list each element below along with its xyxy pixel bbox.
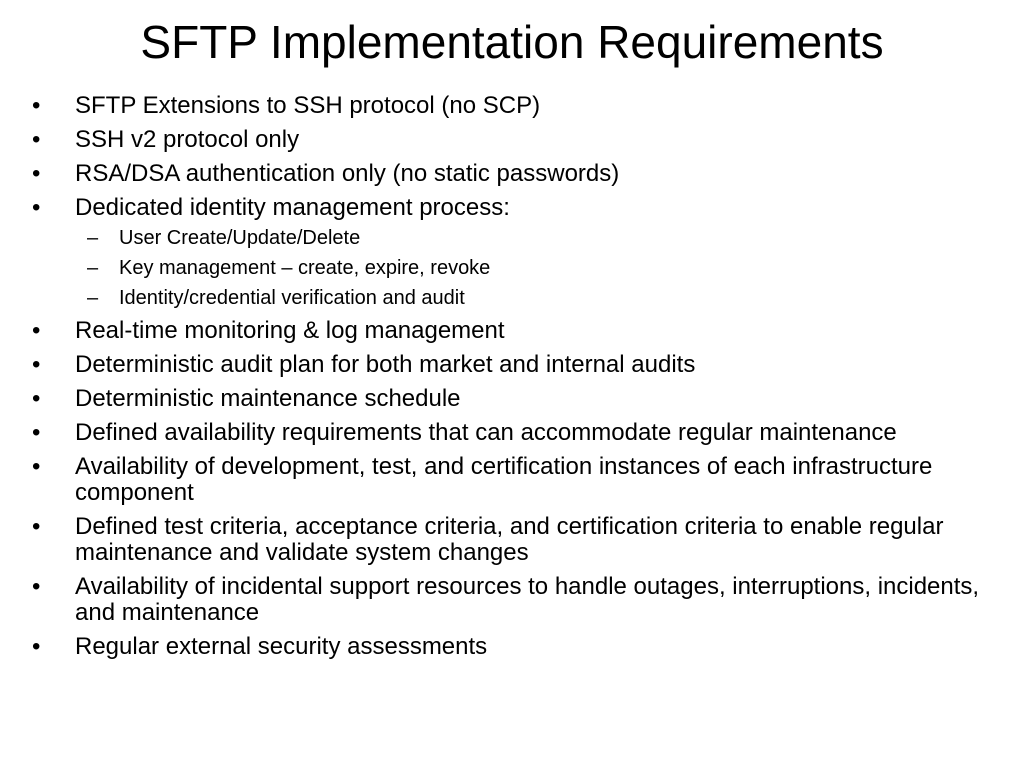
dash-marker: –	[87, 227, 99, 249]
bullet-item	[28, 195, 988, 310]
dash-marker: –	[87, 287, 99, 309]
bullet-text: Deterministic audit plan for both market and internal audits	[75, 351, 696, 378]
dash-marker: –	[87, 257, 99, 279]
bullet-text: Real-time monitoring & log management	[75, 317, 505, 344]
bullet-item	[28, 574, 988, 626]
sub-bullet-text: User Create/Update/Delete	[119, 227, 361, 249]
bullet-text: RSA/DSA authentication only (no static passwords)	[75, 160, 620, 187]
bullet-marker: •	[32, 513, 41, 540]
slide-title: SFTP Implementation Requirements	[140, 16, 884, 68]
bullet-item	[28, 93, 988, 119]
bullet-text: Defined test criteria, acceptance criteria, and certification criteria to enable regular maintenance and validate system changes	[75, 513, 944, 566]
bullet-item	[28, 420, 988, 446]
bullet-text: SSH v2 protocol only	[75, 126, 300, 153]
sub-bullet-text: Identity/credential verification and audit	[119, 287, 465, 309]
bullet-text: Availability of development, test, and certification instances of each infrastructure component	[75, 453, 933, 506]
bullet-marker: •	[32, 160, 41, 187]
bullet-text: Deterministic maintenance schedule	[75, 385, 461, 412]
bullet-marker: •	[32, 92, 41, 119]
bullet-item	[28, 386, 988, 412]
bullet-list	[28, 93, 988, 668]
bullet-item	[28, 634, 988, 660]
bullet-text: Regular external security assessments	[75, 633, 488, 660]
bullet-text: Availability of incidental support resources to handle outages, interruptions, incidents, and maintenance	[75, 573, 980, 626]
sub-bullet-text: Key management – create, expire, revoke	[119, 257, 491, 279]
bullet-marker: •	[32, 419, 41, 446]
bullet-marker: •	[32, 453, 41, 480]
bullet-item	[28, 161, 988, 187]
sub-bullet-item	[73, 286, 988, 310]
bullet-text: SFTP Extensions to SSH protocol (no SCP)	[75, 92, 541, 119]
sub-bullet-item	[73, 226, 988, 250]
bullet-item	[28, 352, 988, 378]
bullet-marker: •	[32, 351, 41, 378]
bullet-text: Defined availability requirements that can accommodate regular maintenance	[75, 419, 897, 446]
sub-bullet-list	[73, 226, 988, 310]
bullet-marker: •	[32, 126, 41, 153]
sub-bullet-item	[73, 256, 988, 280]
bullet-marker: •	[32, 633, 41, 660]
bullet-item	[28, 454, 988, 506]
bullet-marker: •	[32, 573, 41, 600]
bullet-marker: •	[32, 317, 41, 344]
bullet-marker: •	[32, 385, 41, 412]
bullet-item	[28, 318, 988, 344]
bullet-text: Dedicated identity management process:	[75, 194, 510, 221]
bullet-item	[28, 127, 988, 153]
bullet-marker: •	[32, 194, 41, 221]
bullet-item	[28, 514, 988, 566]
